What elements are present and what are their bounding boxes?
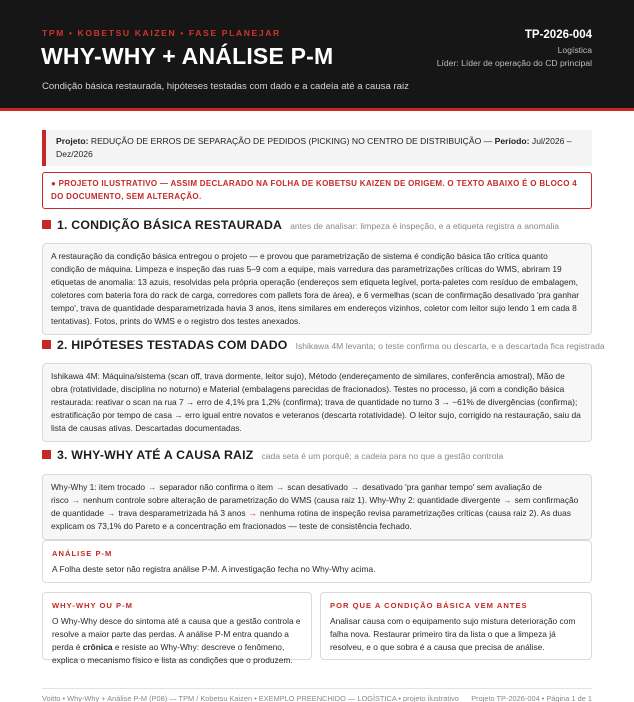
project-info-box xyxy=(42,130,592,166)
section-3-heading xyxy=(42,448,503,462)
section-3-card xyxy=(42,474,592,540)
why-2-step-1: sem confirmação de quantidade xyxy=(51,495,579,518)
why-1-step-2: scan desativado xyxy=(287,482,348,492)
section-2-note: Ishikawa 4M levanta; o teste confirma ou descarta, e a descartada fica registrada xyxy=(295,341,605,351)
section-2-title: 2. HIPÓTESES TESTADAS COM DADO xyxy=(57,338,288,352)
why-or-pm-body xyxy=(52,615,302,667)
why-or-pm-card xyxy=(42,592,312,665)
basic-condition-card xyxy=(320,592,592,660)
document-leader: Líder: Líder de operação do CD principal xyxy=(436,58,592,68)
why-or-pm-text-strong: crônica xyxy=(82,642,113,652)
section-2-body: Ishikawa 4M: Máquina/sistema (scan off, trava dormente, leitor sujo), Método (endereçamento de similares, conferência amostral), Mão de obra (rotatividade, disciplina no noturno) e Material (embalagens parecidas de fracionados). Testes no processo, já com a condição básica restaurada: reativar o scan na rua 7 → erro de 4,1% pra 1,2% (confirma); trava de quantidade no turno 3 → −61% de divergências (confirma); estratificação por tempo de casa → erro igual entre novatos e veteranos (descarta rotatividade). O leitor sujo, corrigido na restauração, saiu da lista de causas ativas. Descartadas documentadas. xyxy=(51,371,581,433)
footer-page-info: Projeto TP-2026-004 • Página 1 de 1 xyxy=(471,694,592,702)
period-label: Período: xyxy=(494,136,530,146)
why-2-step-3: nenhuma rotina de inspeção revisa parametrizações críticas (causa raiz 2). As duas explicam os 73,1% do Pareto e a concentração em fracionados — teste de consistência fechado. xyxy=(51,508,571,531)
section-3-title: 3. WHY-WHY ATÉ A CAUSA RAIZ xyxy=(57,448,254,462)
arrow-right-icon: → xyxy=(503,495,512,505)
section-2-card xyxy=(42,363,592,442)
why-or-pm-text-pre: O Why-Why desce do sintoma até a causa que a gestão controla e resolve a maior parte das perdas. A análise P-M entra quando a perda é xyxy=(52,616,301,652)
period-value: Jul/2026 – Dez/2026 xyxy=(56,136,572,159)
project-separator: — xyxy=(481,136,495,146)
why-1-step-4: nenhum controle sobre alteração de parametrização do WMS (causa raiz 1). xyxy=(83,495,368,505)
section-marker-icon xyxy=(42,450,51,459)
pm-analysis-title: ANÁLISE P-M xyxy=(52,549,113,558)
basic-condition-title: POR QUE A CONDIÇÃO BÁSICA VEM ANTES xyxy=(330,601,528,610)
section-1-heading xyxy=(42,218,559,232)
project-name: REDUÇÃO DE ERROS DE SEPARAÇÃO DE PEDIDOS (PICKING) NO CENTRO DE DISTRIBUIÇÃO xyxy=(90,136,482,146)
alert-text: ● PROJETO ILUSTRATIVO — ASSIM DECLARADO NA FOLHA DE KOBETSU KAIZEN DE ORIGEM. O TEXTO ABAIXO É O BLOCO 4 DO DOCUMENTO, SEM ALTERAÇÃO. xyxy=(51,179,577,201)
document-area: Logística xyxy=(557,45,592,55)
footer-divider xyxy=(42,688,592,689)
illustrative-alert xyxy=(42,172,592,209)
pm-analysis-body: A Folha deste setor não registra análise P-M. A investigação fecha no Why-Why acima. xyxy=(52,564,376,574)
section-3-note: cada seta é um porquê; a cadeia para no que a gestão controla xyxy=(261,451,504,461)
project-label: Projeto: xyxy=(56,136,89,146)
why-1-step-3: desativado 'pra ganhar tempo' sem avaliação de risco xyxy=(51,482,542,505)
section-marker-icon xyxy=(42,340,51,349)
section-marker-icon xyxy=(42,220,51,229)
arrow-right-icon: → xyxy=(350,482,360,492)
header-kicker: TPM • KOBETSU KAIZEN • FASE PLANEJAR xyxy=(42,28,281,38)
section-1-card xyxy=(42,243,592,335)
arrow-right-icon: → xyxy=(275,482,285,492)
why-or-pm-title: WHY-WHY OU P-M xyxy=(52,601,133,610)
arrow-right-icon: → xyxy=(148,482,157,492)
section-2-heading xyxy=(42,338,605,352)
page-header xyxy=(0,0,634,111)
document-code: TP-2026-004 xyxy=(524,29,592,41)
arrow-right-icon: → xyxy=(248,508,257,518)
arrow-right-icon: → xyxy=(71,495,81,505)
why-1-step-1: separador não confirma o item xyxy=(159,482,273,492)
section-1-note: antes de analisar: limpeza é inspeção, e a etiqueta registra a anomalia xyxy=(290,221,560,231)
basic-condition-body: Analisar causa com o equipamento sujo mistura deterioração com falha nova. Restaurar primeiro tira da lista o que a limpeza já resolveu, e o que sobra é a causa que precisa de análise. xyxy=(330,616,576,652)
section-1-body: A restauração da condição básica entregou o projeto — e provou que parametrização de sistema é condição básica tão crítica quanto condição de máquina. Limpeza e inspeção das ruas 5–9 com a equipe, mais varredura das parametrizações críticas do WMS, abriram 19 etiquetas de anomalia: 13 azuis, resolvidas pela própria operação (endereços sem etiqueta legível, porta-paletes com resíduo de embalagem, coletores com bateria fora do rack de carga, corredores com pallets fora de área), e 6 vermelhas (scan de confirmação desativado 'pra ganhar tempo', trava de quantidade desparametrizada havia 3 anos, itens similares em endereços vizinhos, coletor com leitor sujo lendo 1 em cada 8 tentativas). Fotos, prints do WMS e o registro dos testes anexados. xyxy=(51,251,580,326)
why-or-pm-text-post: e resiste ao Why-Why: descreve o fenômeno, explica o mecanismo físico e lista as condições que o produzem. xyxy=(52,642,293,665)
page-subtitle: Condição básica restaurada, hipóteses testadas com dado e a cadeia até a causa raiz xyxy=(42,81,409,92)
page-title: WHY-WHY + ANÁLISE P-M xyxy=(41,43,334,69)
why-1-lead: Why-Why 1: item trocado xyxy=(51,482,146,492)
pm-analysis-card xyxy=(42,540,592,583)
why-2-step-2: trava desparametrizada há 3 anos xyxy=(118,508,246,518)
arrow-right-icon: → xyxy=(107,508,116,518)
section-1-title: 1. CONDIÇÃO BÁSICA RESTAURADA xyxy=(57,218,283,232)
footer-left-text: Voitto • Why-Why + Análise P-M (P08) — TPM / Kobetsu Kaizen • EXEMPLO PREENCHIDO — LOGÍSTICA • projeto ilustrativo xyxy=(42,694,459,702)
why-2-lead: Why-Why 2: quantidade divergente xyxy=(369,495,501,505)
